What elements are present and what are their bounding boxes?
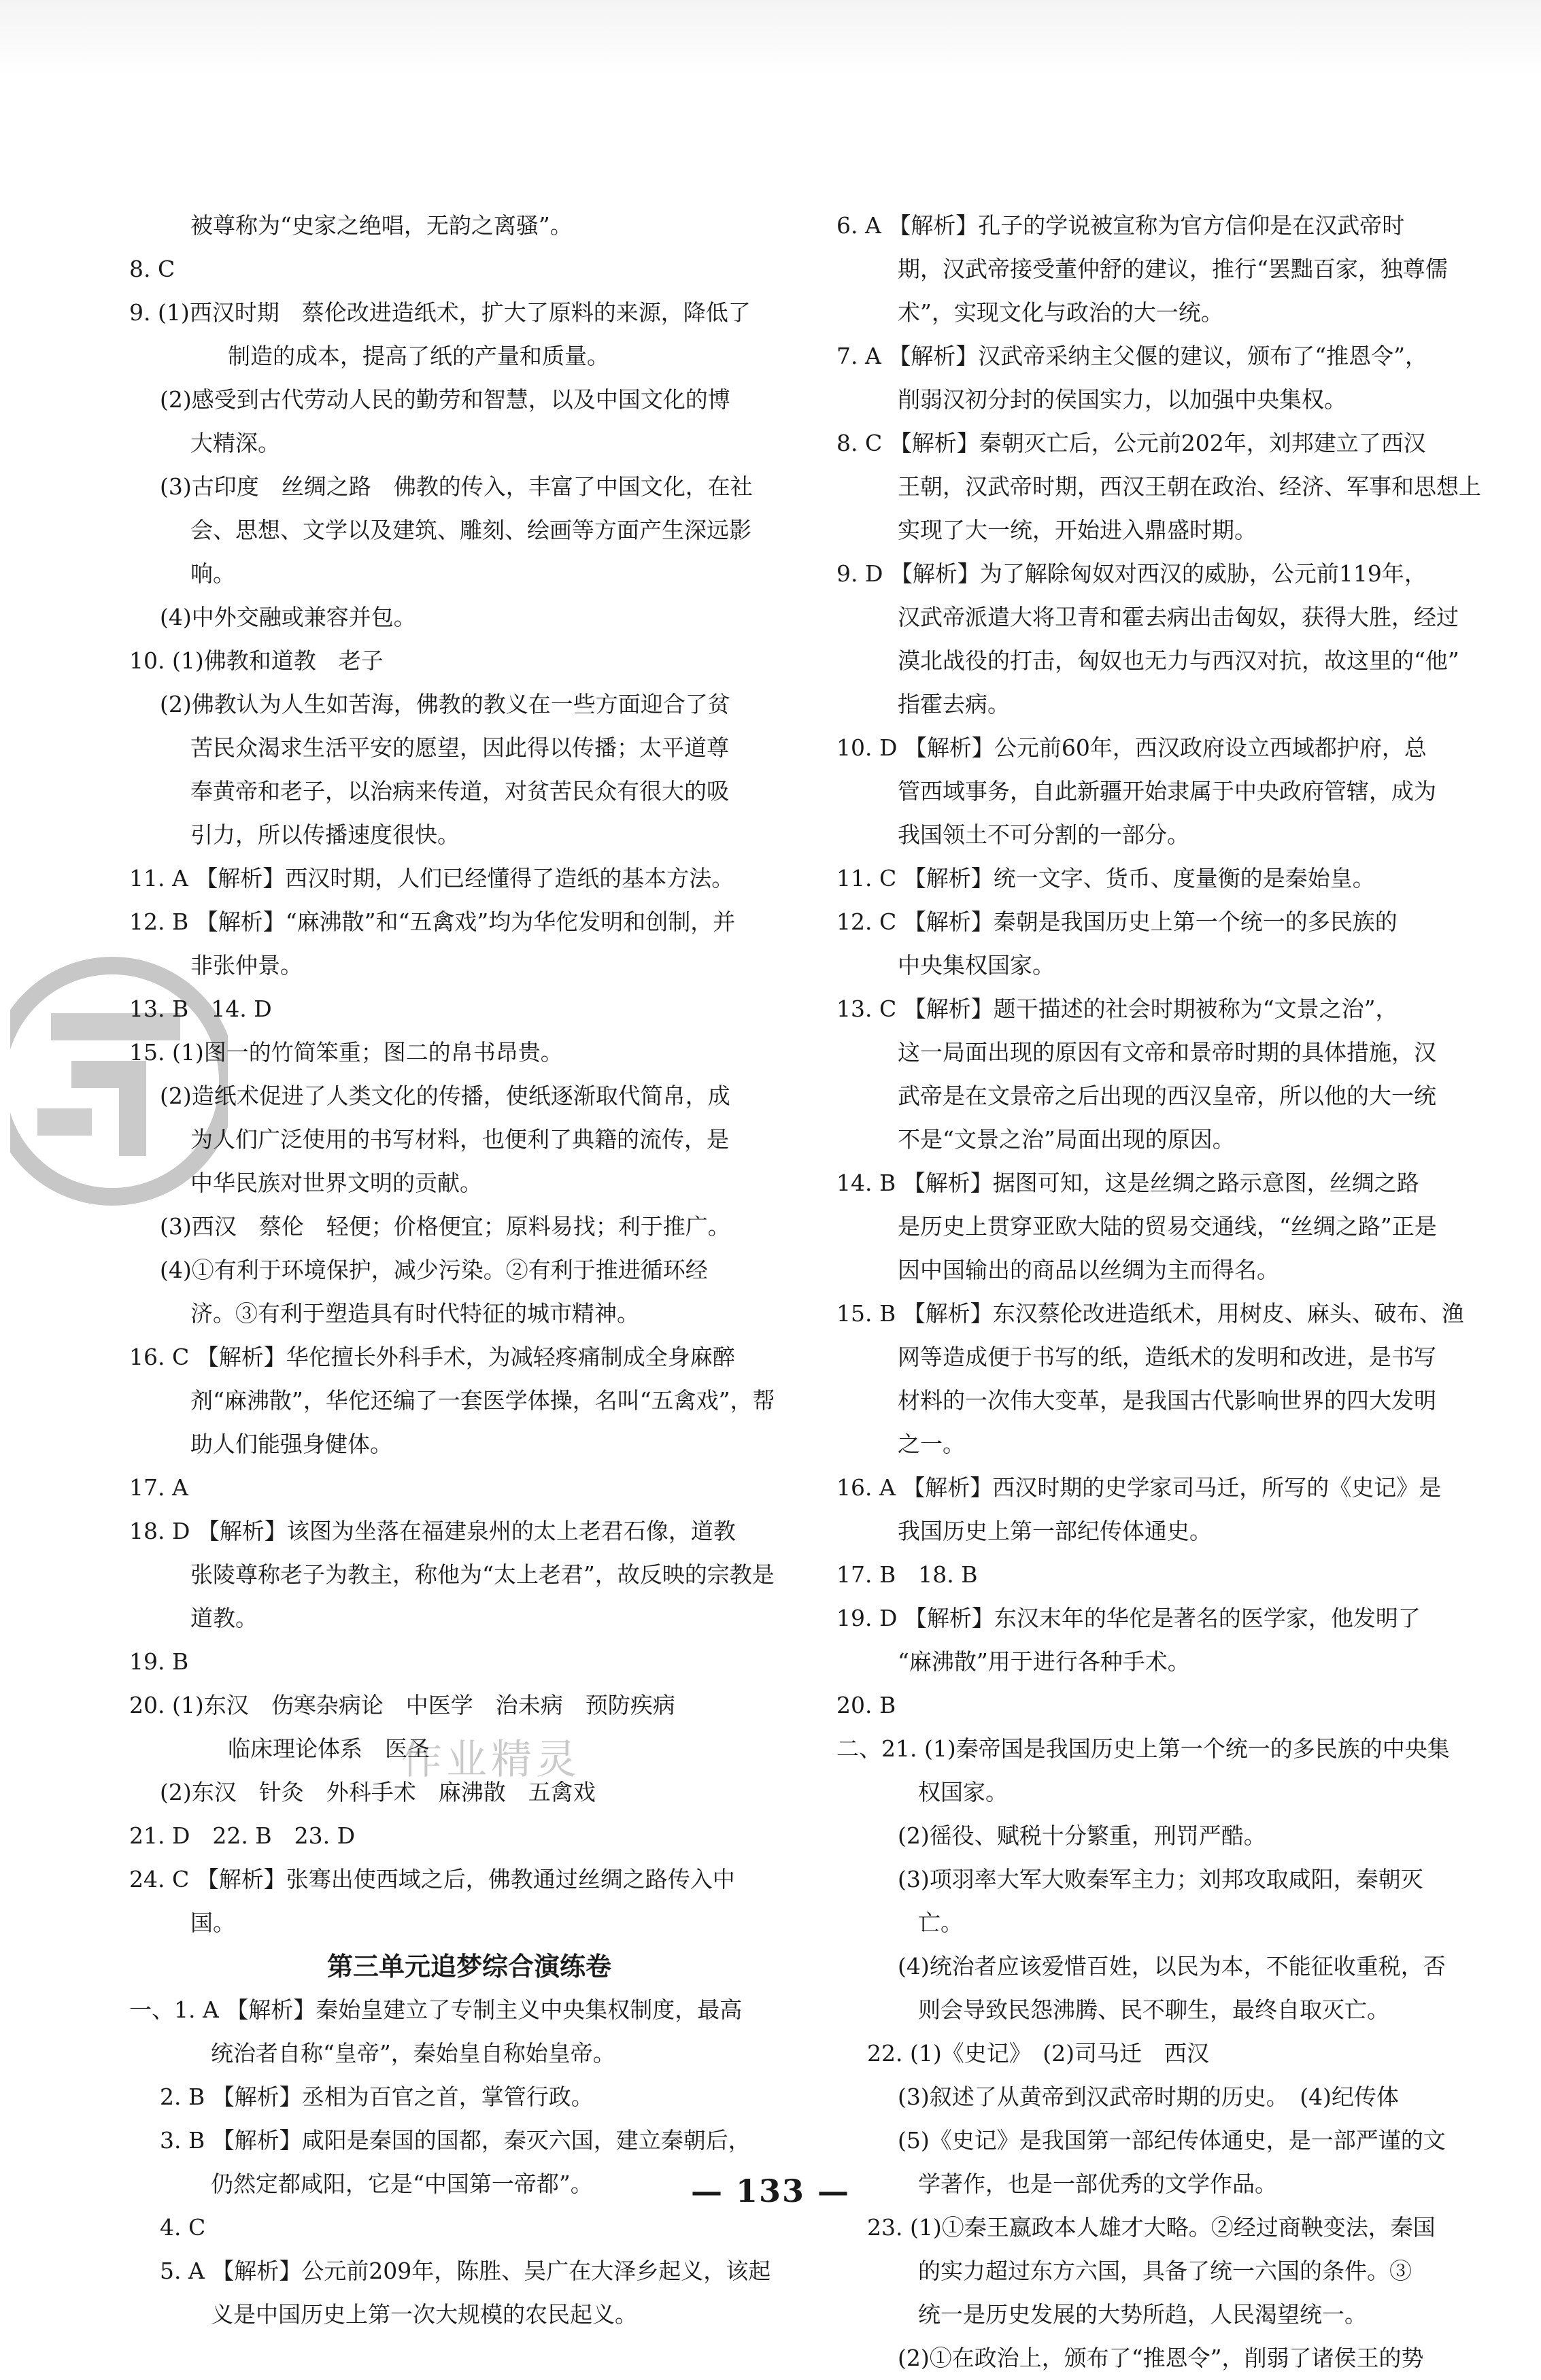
answer-line: 23. (1)①秦王嬴政本人雄才大略。②经过商鞅变法，秦国: [867, 2214, 1436, 2241]
answer-line: 临床理论体系 医圣: [228, 1735, 430, 1762]
answer-line: 12. C 【解析】秦朝是我国历史上第一个统一的多民族的: [836, 908, 1398, 935]
right-column: [836, 204, 1503, 2380]
answer-line: 3. B 【解析】咸阳是秦国的国都，秦灭六国，建立秦朝后，: [160, 2127, 751, 2154]
answer-line: 13. C 【解析】题干描述的社会时期被称为“文景之治”，: [836, 996, 1398, 1022]
answer-line: 义是中国历史上第一次大规模的农民起义。: [211, 2301, 637, 2328]
answer-line: 网等造成便于书写的纸，造纸术的发明和改进，是书写: [898, 1344, 1436, 1370]
answer-line: 4. C: [160, 2214, 206, 2241]
answer-line: 8. C: [129, 256, 175, 282]
answer-line: 一、1. A 【解析】秦始皇建立了专制主义中央集权制度，最高: [129, 1996, 743, 2023]
answer-line: 统治者自称“皇帝”，秦始皇自称始皇帝。: [211, 2040, 615, 2067]
answer-line: 24. C 【解析】张骞出使西域之后，佛教通过丝绸之路传入中: [129, 1866, 735, 1892]
answer-line: 8. C 【解析】秦朝灭亡后，公元前202年，刘邦建立了西汉: [836, 430, 1426, 456]
answer-line: 19. B: [129, 1648, 189, 1675]
answer-line: 我国历史上第一部纪传体通史。: [898, 1518, 1212, 1544]
answer-line: 2. B 【解析】丞相为百官之首，掌管行政。: [160, 2084, 594, 2110]
answer-line: 16. C 【解析】华佗擅长外科手术，为减轻疼痛制成全身麻醉: [129, 1344, 735, 1370]
answer-line: 术”，实现文化与政治的大一统。: [898, 299, 1223, 326]
answer-line: 21. D 22. B 23. D: [129, 1822, 356, 1849]
answer-line: 权国家。: [918, 1779, 1008, 1805]
answer-line: (2)东汉 针灸 外科手术 麻沸散 五禽戏: [160, 1779, 596, 1805]
answer-line: 9. (1)西汉时期 蔡伦改进造纸术，扩大了原料的来源，降低了: [129, 299, 751, 326]
answer-line: 5. A 【解析】公元前209年，陈胜、吴广在大泽乡起义，该起: [160, 2258, 771, 2284]
answer-line: 漠北战役的打击，匈奴也无力与西汉对抗，故这里的“他”: [898, 647, 1459, 674]
answer-line: 削弱汉初分封的侯国实力，以加强中央集权。: [898, 386, 1347, 413]
answer-line: 仍然定都咸阳，它是“中国第一帝都”。: [211, 2171, 593, 2197]
answer-line: 会、思想、文学以及建筑、雕刻、绘画等方面产生深远影: [190, 517, 751, 543]
answer-line: 非张仲景。: [190, 952, 303, 979]
answer-line: 因中国输出的商品以丝绸为主而得名。: [898, 1257, 1279, 1283]
answer-line: 王朝，汉武帝时期，西汉王朝在政治、经济、军事和思想上: [898, 473, 1481, 500]
answer-line: (3)叙述了从黄帝到汉武帝时期的历史。 (4)纪传体: [898, 2084, 1399, 2110]
answer-line: 国。: [190, 1909, 235, 1936]
answer-line: 道教。: [190, 1605, 258, 1631]
answer-line: 22. (1)《史记》 (2)司马迁 西汉: [867, 2040, 1209, 2067]
answer-line: 管西域事务，自此新疆开始隶属于中央政府管辖，成为: [898, 778, 1436, 804]
answer-line: (2)徭役、赋税十分繁重，刑罚严酷。: [898, 1822, 1266, 1849]
answer-line: 二、21. (1)秦帝国是我国历史上第一个统一的多民族的中央集: [836, 1735, 1450, 1762]
answer-line: (4)统治者应该爱惜百姓，以民为本，不能征收重税，否: [898, 1953, 1446, 1979]
answer-line: 16. A 【解析】西汉时期的史学家司马迁，所写的《史记》是: [836, 1474, 1442, 1501]
answer-line: 不是“文景之治”局面出现的原因。: [898, 1126, 1235, 1153]
answer-line: (2)佛教认为人生如苦海，佛教的教义在一些方面迎合了贫: [160, 691, 730, 717]
answer-line: 期，汉武帝接受董仲舒的建议，推行“罢黜百家，独尊儒: [898, 256, 1448, 282]
answer-line: 大精深。: [190, 430, 280, 456]
answer-line: 汉武帝派遣大将卫青和霍去病出击匈奴，获得大胜，经过: [898, 604, 1459, 630]
answer-line: 17. A: [129, 1474, 188, 1501]
answer-line: (2)造纸术促进了人类文化的传播，使纸逐渐取代简帛，成: [160, 1083, 730, 1109]
answer-line: 学著作，也是一部优秀的文学作品。: [918, 2171, 1277, 2197]
answer-line: 10. (1)佛教和道教 老子: [129, 647, 384, 674]
answer-line: (3)古印度 丝绸之路 佛教的传入，丰富了中国文化，在社: [160, 473, 753, 500]
answer-line: 被尊称为“史家之绝唱，无韵之离骚”。: [190, 212, 573, 239]
answer-line: 中华民族对世界文明的贡献。: [190, 1170, 482, 1196]
answer-line: “麻沸散”用于进行各种手术。: [898, 1648, 1190, 1675]
answer-line: 是历史上贯穿亚欧大陆的贸易交通线，“丝绸之路”正是: [898, 1213, 1437, 1240]
answer-line: 剂“麻沸散”，华佗还编了一套医学体操，名叫“五禽戏”，帮: [190, 1387, 775, 1414]
answer-line: 17. B 18. B: [836, 1561, 978, 1588]
answer-line: (4)①有利于环境保护，减少污染。②有利于推进循环经: [160, 1257, 708, 1283]
answer-line: 19. D 【解析】东汉末年的华佗是著名的医学家，他发明了: [836, 1605, 1421, 1631]
answer-line: 20. (1)东汉 伤寒杂病论 中医学 治未病 预防疾病: [129, 1692, 675, 1718]
answer-line: 15. (1)图一的竹简笨重；图二的帛书昂贵。: [129, 1039, 563, 1066]
answer-line: 武帝是在文景帝之后出现的西汉皇帝，所以他的大一统: [898, 1083, 1436, 1109]
answer-line: 响。: [190, 560, 235, 587]
answer-line: 为人们广泛使用的书写材料，也便利了典籍的流传，是: [190, 1126, 729, 1153]
answer-line: 奉黄帝和老子，以治病来传道，对贫苦民众有很大的吸: [190, 778, 729, 804]
answer-line: 助人们能强身健体。: [190, 1431, 392, 1457]
answer-line: 中央集权国家。: [898, 952, 1055, 979]
answer-line: 指霍去病。: [898, 691, 1010, 717]
answer-line: 9. D 【解析】为了解除匈奴对西汉的威胁，公元前119年，: [836, 560, 1427, 587]
answer-line: (3)西汉 蔡伦 轻便；价格便宜；原料易找；利于推广。: [160, 1213, 730, 1240]
answer-line: 18. D 【解析】该图为坐落在福建泉州的太上老君石像，道教: [129, 1518, 736, 1544]
answer-line: (3)项羽率大军大败秦军主力；刘邦攻取咸阳，秦朝灭: [898, 1866, 1423, 1892]
answer-line: 济。③有利于塑造具有时代特征的城市精神。: [190, 1300, 639, 1327]
answer-line: 统一是历史发展的大势所趋，人民渴望统一。: [918, 2301, 1367, 2328]
section-heading: 第三单元追梦综合演练卷: [326, 1952, 611, 1982]
answer-line: 15. B 【解析】东汉蔡伦改进造纸术，用树皮、麻头、破布、渔: [836, 1300, 1464, 1327]
answer-line: 实现了大一统，开始进入鼎盛时期。: [898, 517, 1257, 543]
answer-line: 的实力超过东方六国，具备了统一六国的条件。③: [918, 2258, 1412, 2284]
answer-line: 14. B 【解析】据图可知，这是丝绸之路示意图，丝绸之路: [836, 1170, 1419, 1196]
watermark-text: 作业精灵: [401, 1736, 581, 1784]
answer-line: 7. A 【解析】汉武帝采纳主父偃的建议，颁布了“推恩令”，: [836, 343, 1428, 369]
answer-line: 12. B 【解析】“麻沸散”和“五禽戏”均为华佗发明和创制，并: [129, 908, 736, 935]
answer-line: 10. D 【解析】公元前60年，西汉政府设立西域都护府，总: [836, 734, 1427, 761]
answer-line: 张陵尊称老子为教主，称他为“太上老君”，故反映的宗教是: [190, 1561, 775, 1588]
answer-line: 亡。: [918, 1909, 963, 1936]
answer-line: 苦民众渴求生活平安的愿望，因此得以传播；太平道尊: [190, 734, 729, 761]
answer-line: 制造的成本，提高了纸的产量和质量。: [228, 343, 609, 369]
answer-line: 材料的一次伟大变革，是我国古代影响世界的四大发明: [898, 1387, 1436, 1414]
page-number: — 133 —: [690, 2173, 851, 2209]
answer-line: 20. B: [836, 1692, 896, 1718]
answer-line: 11. C 【解析】统一文字、货币、度量衡的是秦始皇。: [836, 865, 1375, 891]
answer-line: 11. A 【解析】西汉时期，人们已经懂得了造纸的基本方法。: [129, 865, 734, 891]
answer-line: (2)①在政治上，颁布了“推恩令”，削弱了诸侯王的势: [898, 2345, 1424, 2371]
answer-line: 则会导致民怨沸腾、民不聊生，最终自取灭亡。: [918, 1996, 1389, 2023]
answer-line: 之一。: [898, 1431, 965, 1457]
answer-line: (5)《史记》是我国第一部纪传体通史，是一部严谨的文: [898, 2127, 1446, 2154]
answer-line: (2)感受到古代劳动人民的勤劳和智慧，以及中国文化的博: [160, 386, 730, 413]
answer-line: 13. B 14. D: [129, 996, 272, 1022]
answer-line: 我国领土不可分割的一部分。: [898, 821, 1189, 848]
answer-line: 这一局面出现的原因有文帝和景帝时期的具体措施，汉: [898, 1039, 1436, 1066]
top-scan-shadow: [0, 0, 1541, 75]
answer-line: 6. A 【解析】孔子的学说被宣称为官方信仰是在汉武帝时: [836, 212, 1405, 239]
answer-line: (4)中外交融或兼容并包。: [160, 604, 416, 630]
answer-line: 引力，所以传播速度很快。: [190, 821, 460, 848]
